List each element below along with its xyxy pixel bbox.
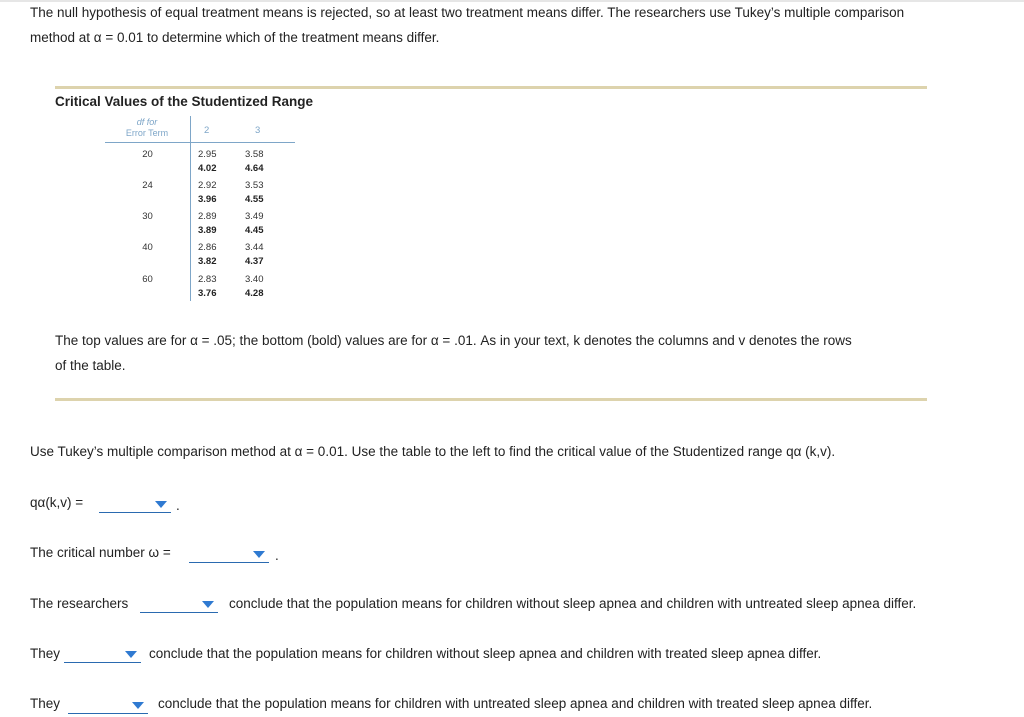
- row-df: 40: [142, 242, 153, 253]
- row-df: 20: [142, 149, 153, 160]
- panel-bottom-rule: [55, 398, 927, 401]
- table-title: Critical Values of the Studentized Range: [55, 94, 314, 109]
- chevron-down-icon: [125, 651, 137, 658]
- chevron-down-icon: [202, 601, 214, 608]
- they2-dropdown[interactable]: [68, 697, 148, 714]
- researchers-label: The researchers: [30, 596, 129, 611]
- they1-text: conclude that the population means for children without sleep apnea and children with treated sleep apnea differ.: [149, 646, 822, 661]
- they1-label: They: [30, 646, 61, 661]
- instructions: Use Tukey’s multiple comparison method at α = 0.01. Use the table to the left to find the critical value of the Studentized range qα (k,v).: [30, 444, 836, 459]
- cell-bottom: 4.64: [245, 163, 264, 174]
- table-note: [55, 328, 935, 378]
- table-row: [105, 210, 295, 241]
- cell-bottom: 4.45: [245, 225, 264, 236]
- cell-bottom: 4.37: [245, 256, 264, 267]
- df-header-line-2: Error Term: [125, 128, 169, 138]
- cell-bottom: 4.02: [198, 163, 217, 174]
- q-label: qα(k,v) =: [30, 495, 84, 510]
- intro-line-1: The null hypothesis of equal treatment means is rejected, so at least two treatment means differ. The researchers use Tukey’s multiple comparison: [30, 5, 905, 20]
- row-df: 24: [142, 180, 153, 191]
- omega-label: The critical number ω =: [30, 545, 171, 560]
- table-row: [105, 179, 295, 210]
- omega-period: .: [275, 548, 279, 563]
- table-row: [105, 241, 295, 272]
- row-df: 30: [142, 211, 153, 222]
- intro-line-2: method at α = 0.01 to determine which of the treatment means differ.: [30, 30, 440, 45]
- cell-bottom: 3.82: [198, 256, 217, 267]
- omega-dropdown[interactable]: [189, 546, 269, 563]
- row-df: 60: [142, 274, 153, 285]
- col-header-2: 2: [204, 125, 210, 136]
- chevron-down-icon: [132, 702, 144, 709]
- table-row: [105, 273, 295, 304]
- cell-top: 2.95: [198, 149, 217, 160]
- df-header-line-1: df for: [136, 117, 158, 127]
- col-header-3: 3: [255, 125, 261, 136]
- cell-bottom: 4.55: [245, 194, 264, 205]
- cell-top: 2.83: [198, 274, 217, 285]
- researchers-text: conclude that the population means for children without sleep apnea and children with untreated sleep apnea differ.: [229, 596, 917, 611]
- table-header: [105, 116, 295, 143]
- cell-top: 2.92: [198, 180, 217, 191]
- cell-top: 2.89: [198, 211, 217, 222]
- cell-bottom: 4.28: [245, 288, 264, 299]
- table-row: [105, 148, 295, 179]
- cell-bottom: 3.89: [198, 225, 217, 236]
- they2-text: conclude that the population means for children with untreated sleep apnea and children with treated sleep apnea differ.: [158, 696, 873, 711]
- table-note-line-1: The top values are for α = .05; the bottom (bold) values are for α = .01. As in your text, k denotes the columns and v denotes the rows: [55, 333, 852, 348]
- they2-label: They: [30, 696, 61, 711]
- df-header: [105, 117, 189, 139]
- researchers-dropdown[interactable]: [140, 596, 218, 613]
- q-period: .: [176, 498, 180, 513]
- table-note-line-2: of the table.: [55, 358, 126, 373]
- cell-top: 3.44: [245, 242, 264, 253]
- cell-top: 3.58: [245, 149, 264, 160]
- cell-top: 3.49: [245, 211, 264, 222]
- they1-dropdown[interactable]: [64, 646, 141, 663]
- chevron-down-icon: [253, 551, 265, 558]
- cell-bottom: 3.76: [198, 288, 217, 299]
- cell-bottom: 3.96: [198, 194, 217, 205]
- chevron-down-icon: [155, 501, 167, 508]
- intro-text: [30, 0, 990, 50]
- q-value-dropdown[interactable]: [99, 496, 171, 513]
- cell-top: 3.53: [245, 180, 264, 191]
- cell-top: 2.86: [198, 242, 217, 253]
- cell-top: 3.40: [245, 274, 264, 285]
- panel-top-rule: [55, 86, 927, 89]
